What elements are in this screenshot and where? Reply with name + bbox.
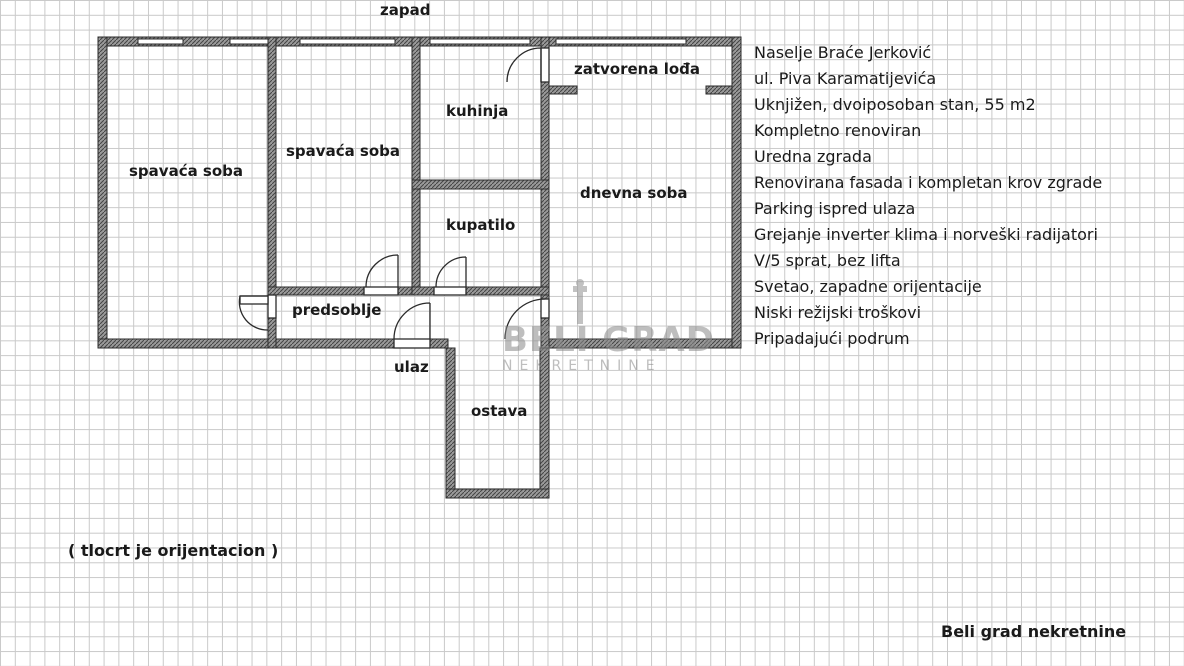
listing-info — [754, 40, 1102, 352]
watermark-logo — [502, 322, 715, 374]
room-label-bedroom-2: spavaća soba — [286, 142, 401, 160]
room-label-loggia: zatvorena lođa — [574, 60, 701, 78]
info-line: Svetao, zapadne orijentacije — [754, 277, 982, 296]
bedroom-door-2 — [364, 255, 398, 295]
entrance-door — [394, 303, 430, 348]
walls — [98, 37, 741, 498]
info-line: Niski režijski troškovi — [754, 303, 922, 322]
info-line: Uknjižen, dvoiposoban stan, 55 m2 — [754, 95, 1036, 114]
agency-name: Beli grad nekretnine — [941, 622, 1127, 641]
info-line: Renovirana fasada i kompletan krov zgrade — [754, 173, 1103, 192]
info-line: Parking ispred ulaza — [754, 199, 916, 218]
room-label-kitchen: kuhinja — [446, 102, 509, 120]
info-line: Pripadajući podrum — [754, 329, 910, 348]
room-label-bedroom-1: spavaća soba — [129, 162, 244, 180]
info-line: Naselje Braće Jerković — [754, 43, 932, 62]
orientation-note: ( tlocrt je orijentacion ) — [68, 541, 279, 560]
info-line: Uredna zgrada — [754, 147, 872, 166]
room-label-hallway: predsoblje — [292, 301, 382, 319]
room-label-bathroom: kupatilo — [446, 216, 516, 234]
room-label-storage: ostava — [471, 402, 528, 420]
orientation-label: zapad — [380, 1, 431, 19]
bathroom-door — [434, 257, 466, 295]
info-line: Kompletno renoviran — [754, 121, 922, 140]
info-line: Grejanje inverter klima i norveški radijatori — [754, 225, 1098, 244]
room-label-entrance: ulaz — [394, 358, 429, 376]
watermark-sub: NEKRETNINE — [502, 358, 662, 374]
room-label-living-room: dnevna soba — [580, 184, 688, 202]
watermark-figure-icon — [573, 279, 587, 324]
info-line: ul. Piva Karamatijevića — [754, 69, 937, 88]
info-line: V/5 sprat, bez lifta — [754, 251, 901, 270]
doors — [239, 48, 549, 348]
watermark-main: BELI GRAD — [502, 320, 715, 360]
loggia-door — [507, 48, 549, 82]
